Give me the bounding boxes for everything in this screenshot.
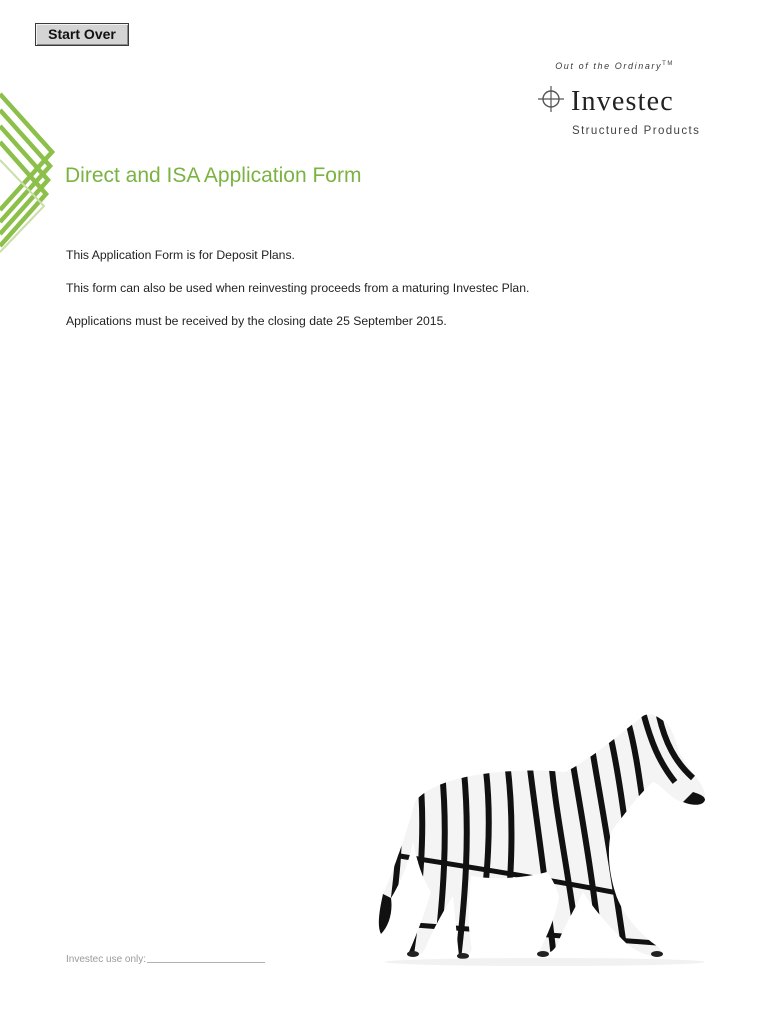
- trademark-symbol: TM: [662, 61, 674, 67]
- decorative-stripes: [0, 90, 60, 260]
- intro-paragraph-3: Applications must be received by the closing date 25 September 2015.: [66, 314, 447, 328]
- crosshair-logo-icon: [538, 86, 564, 112]
- brand-subtitle: Structured Products: [572, 125, 701, 137]
- form-title: Direct and ISA Application Form: [65, 164, 362, 187]
- office-use-line: [147, 962, 265, 963]
- intro-paragraph-2: This form can also be used when reinvesting proceeds from a maturing Investec Plan.: [66, 281, 530, 295]
- intro-paragraph-1: This Application Form is for Deposit Plans.: [66, 248, 295, 262]
- brand-name: Investec: [571, 86, 674, 117]
- brand-tagline: [555, 61, 674, 71]
- zebra-illustration: [375, 712, 710, 968]
- office-use-label: Investec use only:: [66, 954, 147, 965]
- start-over-button[interactable]: Start Over: [35, 23, 129, 46]
- tagline-text: Out of the Ordinary: [555, 61, 663, 71]
